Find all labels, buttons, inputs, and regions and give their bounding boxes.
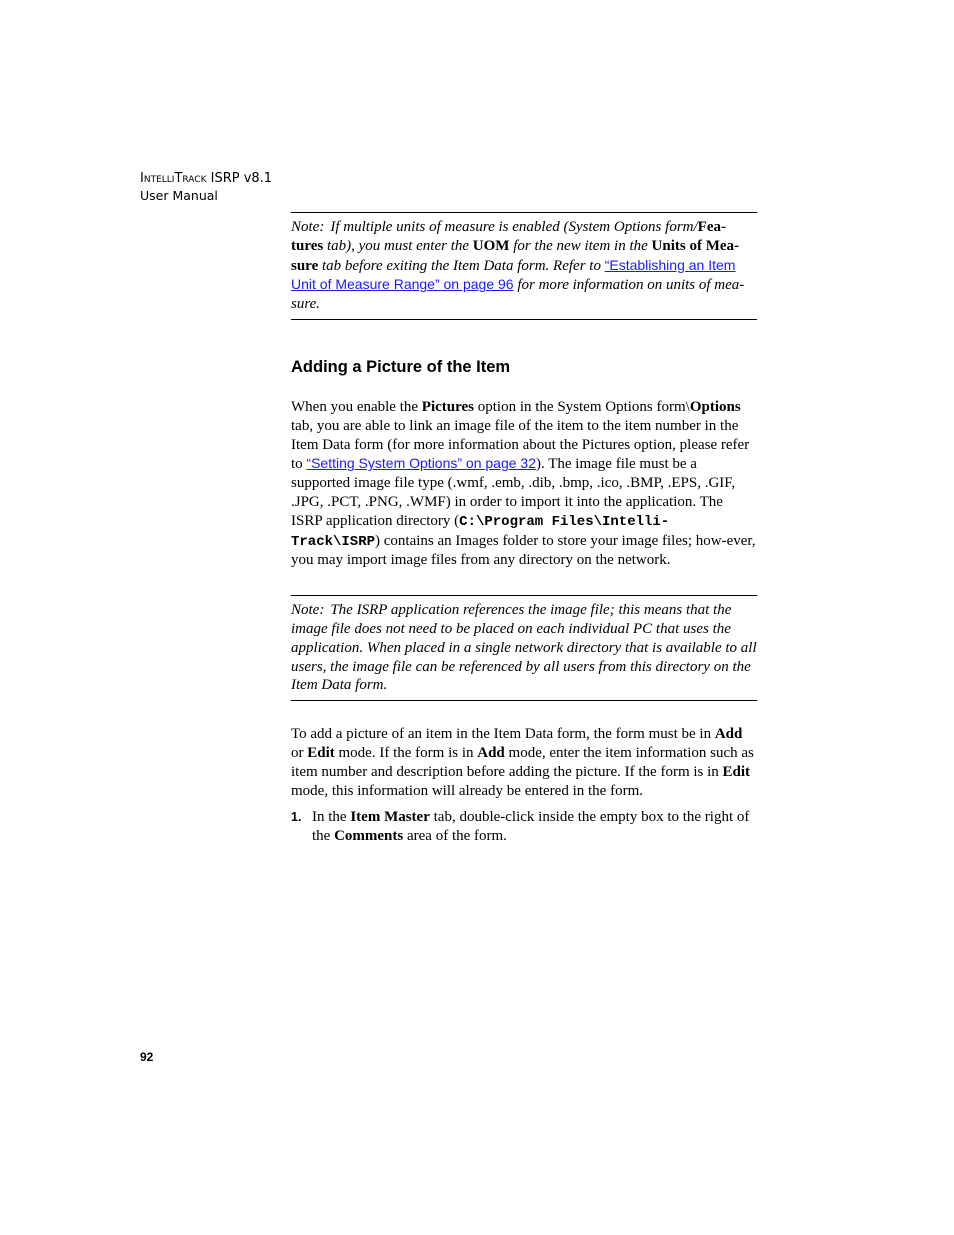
link-establishing-uom-range[interactable]: “Establishing an Item Unit of Measure Range” on page 96 <box>291 256 736 293</box>
note-image-file-reference: Note: The ISRP application references the image file; this means that the image file does not need to be placed on each individual PC that uses the application. When placed in a single network directory that is available to all users, the image file can be referenced by all users from this directory on the Item Data form. <box>291 595 757 701</box>
step-1 <box>291 808 757 846</box>
note-label: Note: <box>291 219 325 235</box>
running-header <box>140 170 272 204</box>
main-content <box>291 212 757 846</box>
step-number: 1. <box>291 810 302 825</box>
note-label: Note: <box>291 602 325 619</box>
header-subtitle: User Manual <box>140 188 218 203</box>
paragraph-pictures-option: When you enable the Pictures option in the System Options form\Options tab, you are able to link an image file of the item to the item number in the Item Data form (for more information about the Pictures option, please refer to “Setting System Options” on page 32). The image file must be a supported image file type (.wmf, .emb, .dib, .bmp, .ico, .BMP, .EPS, .GIF, .JPG, .PCT, .PNG, .WMF) in order to import it into the application. The ISRP application directory (C:\Program Files\Intelli-Track\ISRP) contains an Images folder to store your image files; how-ever, you may import image files from any directory on the network. <box>291 398 756 569</box>
note-units-of-measure: Note: If multiple units of measure is enabled (System Options form/Fea-tures tab), you must enter the UOM for the new item in the Units of Mea-sure tab before exiting the Item Data form. Refer to “Establishing an Item Unit of Measure Range” on page 96 for more information on units of mea-sure. <box>291 212 757 320</box>
section-heading: Adding a Picture of the Item <box>291 357 511 376</box>
link-setting-system-options[interactable]: “Setting System Options” on page 32 <box>306 455 536 472</box>
paragraph-add-edit-mode: To add a picture of an item in the Item Data form, the form must be in Add or Edit mode. If the form is in Add mode, enter the item information such as item number and description before adding the picture. If the form is in Edit mode, this information will already be entered in the form. <box>291 726 754 799</box>
page-number: 92 <box>140 1050 154 1064</box>
directory-path: C:\Program Files\Intelli-Track\ISRP <box>291 513 670 550</box>
step-text: In the Item Master tab, double-click inside the empty box to the right of the Comments area of the form. <box>312 809 750 845</box>
header-title: IntelliTrack ISRP v8.1 <box>140 171 273 186</box>
